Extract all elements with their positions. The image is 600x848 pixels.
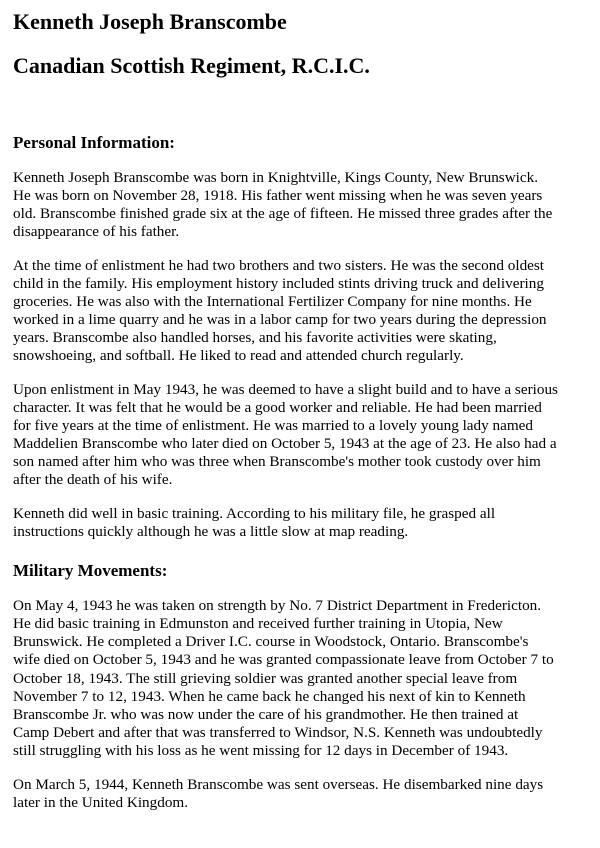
text-line: child in the family. His employment history included stints driving truck and delivering — [13, 274, 544, 292]
text-line: after the death of his wife. — [13, 471, 173, 489]
text-line: Kenneth did well in basic training. According to his military file, he grasped all — [13, 505, 496, 522]
document-body — [13, 133, 600, 812]
text-line: snowshoeing, and softball. He liked to read and attended church regularly. — [13, 347, 464, 365]
text-line: son named after him who was three when Branscombe's mother took custody over him — [13, 453, 541, 471]
text-line: On May 4, 1943 he was taken on strength by No. 7 District Department in Fredericton. — [13, 597, 542, 615]
text-line: Upon enlistment in May 1943, he was deemed to have a slight build and to have a serious — [13, 380, 558, 398]
text-line: Branscombe Jr. who was now under the care of his grandmother. He then trained at — [13, 705, 519, 723]
text-line: Kenneth Joseph Branscombe was born in Knightville, Kings County, New Brunswick. — [13, 169, 539, 186]
paragraph — [13, 776, 600, 812]
paragraph — [13, 381, 600, 490]
section-heading: Personal Information: — [13, 133, 175, 152]
text-line: instructions quickly although he was a little slow at map reading. — [13, 523, 409, 541]
text-line: At the time of enlistment he had two brothers and two sisters. He was the second oldest — [13, 256, 545, 274]
text-line: groceries. He was also with the International Fertilizer Company for nine months. He — [13, 293, 532, 311]
paragraph — [13, 257, 600, 366]
text-line: years. Branscombe also handled horses, and his favorite activities were skating, — [13, 329, 497, 347]
section-heading: Military Movements: — [13, 561, 168, 581]
text-line: October 18, 1943. The still grieving soldier was granted another special leave from — [13, 669, 518, 687]
text-line: Maddelien Branscombe who later died on October 5, 1943 at the age of 23. He also had a — [13, 435, 557, 453]
text-line: still struggling with his loss as he went missing for 12 days in December of 1943. — [13, 741, 509, 759]
paragraph — [13, 505, 600, 541]
text-line: old. Branscombe finished grade six at the age of fifteen. He missed three grades after the — [13, 205, 553, 223]
document-title: Kenneth Joseph Branscombe — [13, 9, 287, 34]
document-subtitle: Canadian Scottish Regiment, R.C.I.C. — [13, 53, 370, 78]
text-line: On March 5, 1944, Kenneth Branscombe was sent overseas. He disembarked nine days — [13, 775, 544, 793]
text-line: He was born on November 28, 1918. His father went missing when he was seven years — [13, 187, 543, 205]
text-line: Camp Debert and after that was transferred to Windsor, N.S. Kenneth was undoubtedly — [13, 723, 543, 741]
text-line: later in the United Kingdom. — [13, 793, 189, 811]
text-line: for five years at the time of enlistment. He was married to a lovely young lady named — [13, 417, 534, 435]
text-line: disappearance of his father. — [13, 223, 180, 241]
text-line: He did basic training in Edmunston and received further training in Utopia, New — [13, 615, 503, 633]
text-line: Brunswick. He completed a Driver I.C. course in Woodstock, Ontario. Branscombe's — [13, 633, 529, 651]
paragraph — [13, 169, 600, 241]
paragraph — [13, 597, 600, 760]
document-page — [0, 9, 600, 812]
text-line: worked in a lime quarry and he was in a labor camp for two years during the depression — [13, 311, 547, 329]
text-line: wife died on October 5, 1943 and he was granted compassionate leave from October 7 to — [13, 651, 554, 669]
text-line: character. It was felt that he would be a good worker and reliable. He had been married — [13, 399, 542, 417]
text-line: November 7 to 12, 1943. When he came back he changed his next of kin to Kenneth — [13, 687, 526, 705]
